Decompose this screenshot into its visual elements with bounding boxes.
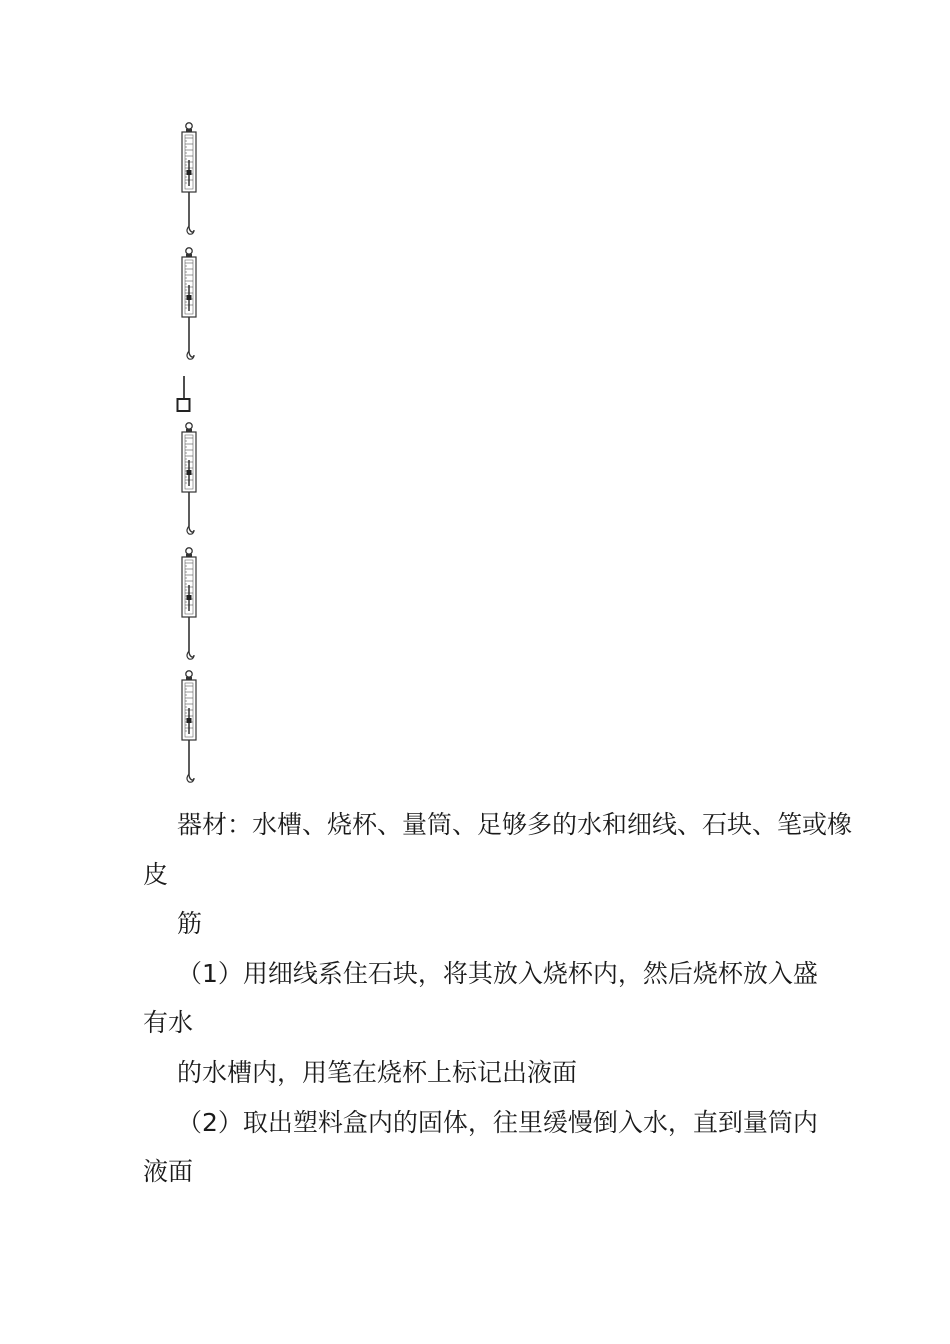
text-line: 器材：水槽、烧杯、量筒、足够多的水和细线、石块、笔或橡: [177, 810, 853, 839]
text-line: 的水槽内，用笔在烧杯上标记出液面: [177, 1057, 578, 1087]
text-line: 皮: [143, 859, 169, 889]
paragraph-step-1: [143, 949, 823, 1048]
spring-scale-icon: [174, 245, 204, 365]
spring-scale-icon: [174, 120, 204, 240]
hanging-weight-icon: [174, 374, 204, 418]
text-line: （2）取出塑料盒内的固体，往里缓慢倒入水，直到量筒内: [177, 1107, 818, 1137]
paragraph-step-2: [143, 1098, 823, 1197]
text-line: （1）用细线系住石块，将其放入烧杯内，然后烧杯放入盛: [177, 958, 818, 988]
paragraph-step-1-continuation: [143, 1048, 823, 1098]
spring-scale-icon: [174, 545, 204, 665]
document-body: [143, 800, 853, 1197]
paragraph-materials: [143, 800, 853, 899]
spring-scale-figure: [174, 120, 204, 795]
text-line: 有水: [143, 1008, 194, 1038]
paragraph-continuation: [143, 899, 823, 949]
text-line: 筋: [177, 909, 203, 939]
spring-scale-icon: [174, 420, 204, 540]
text-line: 液面: [143, 1157, 194, 1187]
spring-scale-icon: [174, 668, 204, 788]
